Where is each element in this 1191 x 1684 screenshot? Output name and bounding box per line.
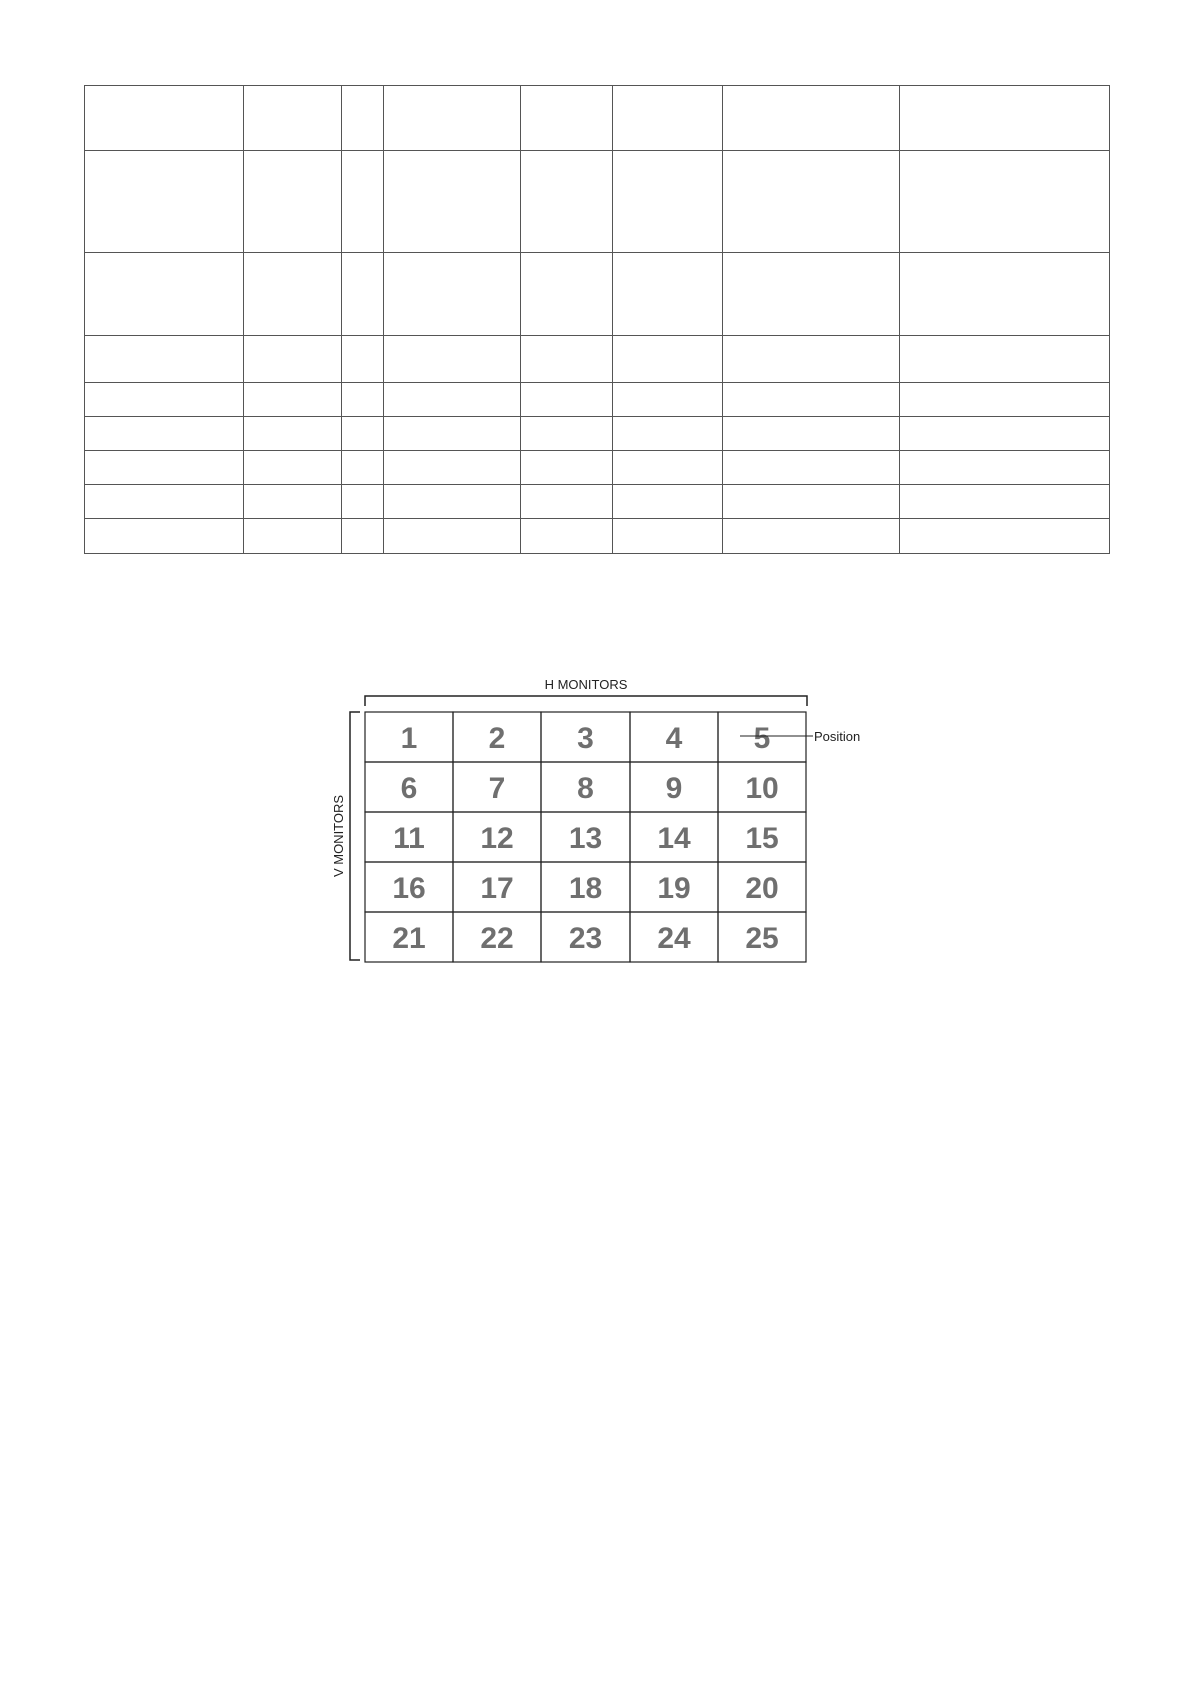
monitor-number: 12 — [480, 822, 514, 855]
monitor-number: 21 — [392, 922, 426, 955]
monitor-grid — [365, 712, 806, 962]
monitor-number: 9 — [665, 772, 683, 805]
monitor-number: 16 — [392, 872, 426, 905]
monitor-number: 25 — [745, 922, 779, 955]
monitor-number: 18 — [568, 872, 603, 905]
monitor-number: 24 — [657, 922, 691, 955]
h-monitors-label: H MONITORS — [544, 677, 628, 692]
monitor-number: 3 — [577, 722, 594, 755]
monitor-number: 1 — [400, 722, 418, 755]
monitor-number: 19 — [657, 872, 691, 905]
monitor-number: 10 — [745, 772, 779, 805]
v-monitors-bracket — [350, 712, 360, 960]
monitor-number: 13 — [568, 822, 603, 855]
monitor-number: 6 — [400, 772, 418, 805]
monitor-number: 4 — [665, 722, 683, 755]
monitor-number: 23 — [568, 922, 603, 955]
v-monitors-label: V MONITORS — [331, 794, 346, 878]
monitor-number: 8 — [577, 772, 594, 805]
monitor-number: 20 — [745, 872, 779, 905]
monitor-number: 5 — [753, 722, 771, 755]
monitor-number: 2 — [488, 722, 506, 755]
monitor-number: 22 — [480, 922, 514, 955]
monitor-number: 7 — [488, 772, 506, 805]
position-callout-label: Position — [814, 729, 861, 744]
monitor-number: 14 — [657, 822, 691, 855]
monitor-number: 15 — [745, 822, 779, 855]
h-monitors-bracket — [365, 696, 807, 706]
monitor-number: 11 — [393, 822, 425, 855]
monitor-number: 17 — [480, 872, 514, 905]
